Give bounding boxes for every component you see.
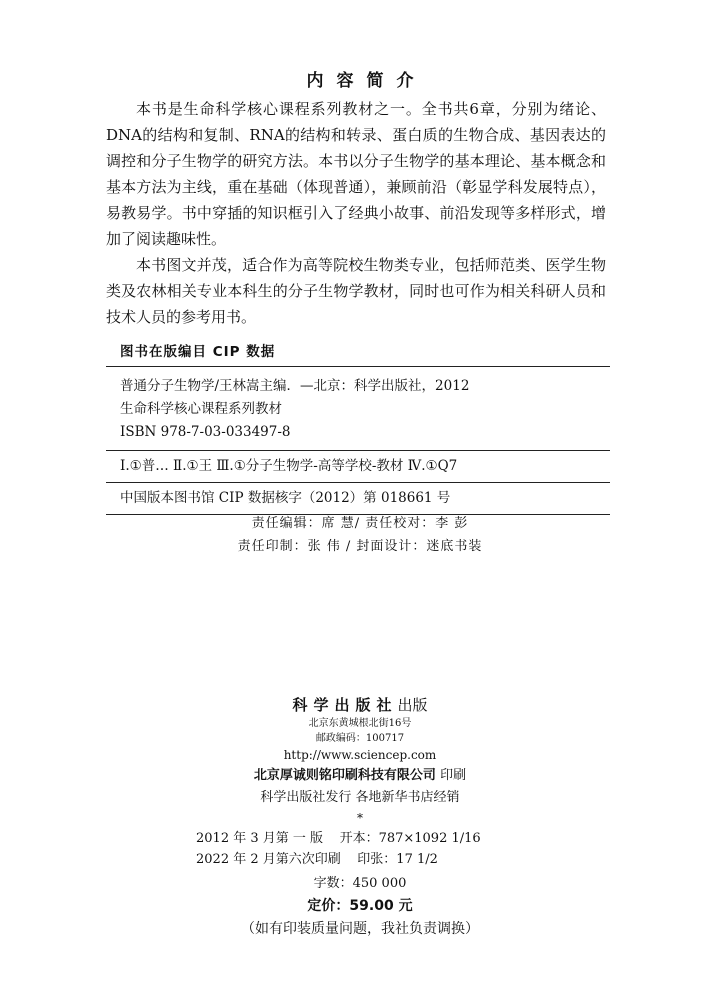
- cip-entry: [106, 367, 610, 444]
- publisher-url: http://www.sciencep.com: [283, 748, 437, 762]
- printer-suffix: 印刷: [440, 768, 467, 783]
- summary-paragraph: 本书图文并茂，适合作为高等院校生物类专业，包括师范类、医学生物类及农林相关专业本科生的分子生物学教材，同时也可作为相关科研人员和技术人员的参考用书。: [106, 256, 606, 326]
- imprint: [0, 694, 720, 827]
- price: 定价：59.00 元: [307, 898, 413, 914]
- production-credit-line: 责任印制：张 伟 / 封面设计：迷底书装: [237, 539, 483, 554]
- sheet-count: 印张：17 1/2: [357, 852, 438, 867]
- word-count: 字数：450 000: [313, 876, 407, 891]
- first-edition-date: 2012 年 3 月第 一 版: [196, 831, 324, 846]
- spec-row: [196, 828, 536, 849]
- summary-paragraph: 本书是生命科学核心课程系列教材之一。全书共6章，分别为绪论、DNA的结构和复制、RNA的结构和转录、蛋白质的生物合成、基因表达的调控和分子生物学的研究方法。本书以分子生物学的基本理论、基本概念和基本方法为主线，重在基础（体现普通），兼顾前沿（彰显学科发展特点），易教易学。书中穿插的知识框引入了经典小故事、前沿发现等多样形式，增加了阅读趣味性。: [106, 100, 606, 248]
- content-summary: [106, 96, 606, 330]
- cip-classification-block: [106, 451, 610, 478]
- cip-record-block: [106, 483, 610, 514]
- editor-credit-line: 责任编辑：席 慧/ 责任校对：李 彭: [251, 516, 469, 531]
- cip-data-block: [106, 340, 610, 515]
- cip-series-line: 生命科学核心课程系列教材: [120, 401, 282, 417]
- spec-row: [196, 849, 536, 870]
- printer-line: [0, 764, 720, 787]
- quality-notice: （如有印装质量问题，我社负责调换）: [241, 921, 479, 937]
- distribution-line: 科学出版社发行 各地新华书店经销: [260, 790, 460, 805]
- printing-date: 2022 年 2 月第六次印刷: [196, 852, 341, 867]
- cip-heading: 图书在版编目 CIP 数据: [106, 340, 610, 367]
- section-heading: 内容简介: [306, 71, 427, 91]
- publisher-line: [0, 694, 720, 716]
- credits: [0, 512, 720, 558]
- cip-classification-line: Ⅰ.①普… Ⅱ.①王 Ⅲ.①分子生物学-高等学校-教材 Ⅳ.①Q7: [120, 458, 458, 474]
- printer-name: 北京厚诚则铭印刷科技有限公司: [253, 768, 436, 783]
- publisher-suffix: 出版: [397, 696, 428, 714]
- separator-star: *: [357, 811, 363, 825]
- cip-record-line: 中国版本图书馆 CIP 数据核字（2012）第 018661 号: [120, 490, 451, 506]
- publisher-address: 北京东黄城根北街16号: [308, 718, 412, 729]
- cip-title-line: 普通分子生物学/王林嵩主编．—北京：科学出版社，2012: [120, 378, 470, 394]
- edition-specs: [196, 828, 536, 870]
- publisher-postcode: 邮政编码：100717: [315, 733, 405, 744]
- publisher-name: 科学出版社: [292, 696, 398, 714]
- format-size: 开本：787×1092 1/16: [339, 831, 481, 846]
- cip-isbn-line: ISBN 978-7-03-033497-8: [120, 424, 291, 440]
